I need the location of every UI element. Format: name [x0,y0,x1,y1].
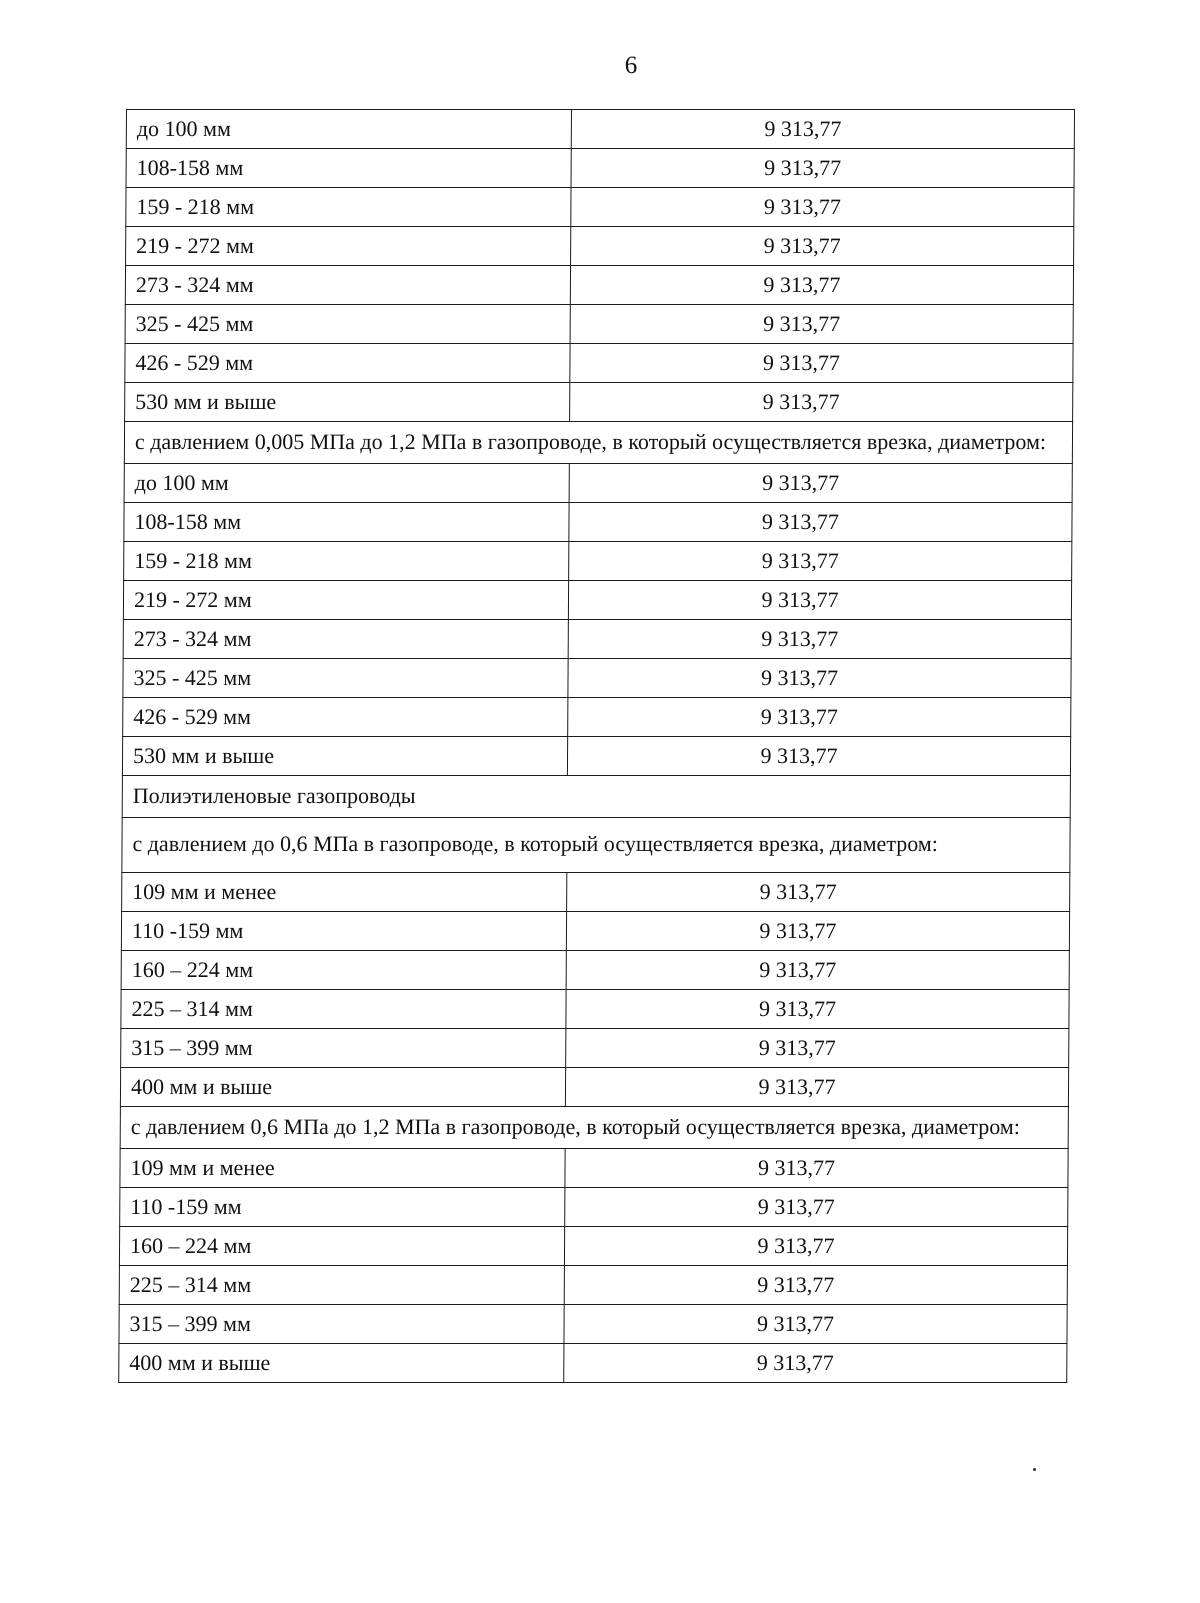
table-row [121,1029,1069,1068]
price-cell: 9 313,77 [566,912,1069,951]
table-row [122,737,1070,776]
diameter-cell: 110 -159 мм [121,912,566,951]
table-row [120,1188,1068,1227]
price-cell: 9 313,77 [570,344,1073,383]
price-cell: 9 313,77 [568,581,1071,620]
section-row [122,818,1070,873]
tariff-table [118,109,1075,1383]
price-cell: 9 313,77 [565,1149,1068,1188]
price-cell: 9 313,77 [568,620,1071,659]
table-row [123,581,1071,620]
section-row [124,422,1072,464]
table-row [125,383,1073,422]
diameter-cell: 225 – 314 мм [121,990,566,1029]
table-row [124,542,1072,581]
diameter-cell: 108-158 мм [126,149,571,188]
table-row [119,1344,1067,1383]
table-row [124,503,1072,542]
table-row [123,620,1071,659]
price-cell: 9 313,77 [565,1068,1068,1107]
section-row [122,776,1070,818]
diameter-cell: 315 – 399 мм [119,1305,564,1344]
price-cell: 9 313,77 [570,266,1073,305]
diameter-cell: 109 мм и менее [122,873,567,912]
table-row [125,305,1073,344]
diameter-cell: 225 – 314 мм [119,1266,564,1305]
table-row [125,266,1073,305]
diameter-cell: 400 мм и выше [120,1068,565,1107]
table-row [123,698,1071,737]
diameter-cell: 315 – 399 мм [121,1029,566,1068]
diameter-cell: 219 - 272 мм [123,581,568,620]
price-cell: 9 313,77 [567,737,1070,776]
diameter-cell: 400 мм и выше [119,1344,564,1383]
price-cell: 9 313,77 [571,110,1074,149]
price-cell: 9 313,77 [568,659,1071,698]
diameter-cell: 219 - 272 мм [126,227,571,266]
diameter-cell: 159 - 218 мм [126,188,571,227]
price-cell: 9 313,77 [566,1029,1069,1068]
page-number: 6 [624,52,638,79]
table-row [126,227,1074,266]
table-row [121,951,1069,990]
price-cell: 9 313,77 [568,698,1071,737]
price-cell: 9 313,77 [566,951,1069,990]
table-row [119,1266,1067,1305]
price-cell: 9 313,77 [569,464,1072,503]
price-cell: 9 313,77 [569,542,1072,581]
table-row [125,344,1073,383]
diameter-cell: до 100 мм [124,464,569,503]
diameter-cell: 530 мм и выше [122,737,567,776]
diameter-cell: 110 -159 мм [120,1188,565,1227]
price-cell: 9 313,77 [564,1305,1067,1344]
price-cell: 9 313,77 [570,383,1073,422]
price-cell: 9 313,77 [571,188,1074,227]
price-cell: 9 313,77 [571,149,1074,188]
price-cell: 9 313,77 [567,873,1070,912]
table-row [120,1068,1068,1107]
table-row [121,990,1069,1029]
price-cell: 9 313,77 [571,227,1074,266]
diameter-cell: 325 - 425 мм [123,659,568,698]
table-row [120,1149,1068,1188]
section-heading-polyethylene: Полиэтиленовые газопроводы [122,776,1070,818]
price-cell: 9 313,77 [565,1188,1068,1227]
diameter-cell: 160 – 224 мм [119,1227,564,1266]
table-row [119,1305,1067,1344]
diameter-cell: 426 - 529 мм [125,344,570,383]
diameter-cell: 273 - 324 мм [123,620,568,659]
section-heading-steel-high-pressure: с давлением 0,005 МПа до 1,2 МПа в газопроводе, в который осуществляется врезка, диаметром: [124,422,1072,464]
section-heading-pe-high-pressure: с давлением 0,6 МПа до 1,2 МПа в газопроводе, в который осуществляется врезка, диаметром: [120,1107,1068,1149]
table-row [121,912,1069,951]
diameter-cell: 159 - 218 мм [124,542,569,581]
price-cell: 9 313,77 [564,1266,1067,1305]
table-row [126,110,1074,149]
table-row [119,1227,1067,1266]
diameter-cell: 108-158 мм [124,503,569,542]
diameter-cell: до 100 мм [126,110,571,149]
table-row [126,188,1074,227]
diameter-cell: 273 - 324 мм [125,266,570,305]
diameter-cell: 426 - 529 мм [123,698,568,737]
price-cell: 9 313,77 [564,1227,1067,1266]
price-cell: 9 313,77 [564,1344,1067,1383]
diameter-cell: 109 мм и менее [120,1149,565,1188]
price-cell: 9 313,77 [566,990,1069,1029]
diameter-cell: 530 мм и выше [125,383,570,422]
section-heading-pe-low-pressure: с давлением до 0,6 МПа в газопроводе, в который осуществляется врезка, диаметром: [122,818,1070,873]
table-row [122,873,1070,912]
diameter-cell: 325 - 425 мм [125,305,570,344]
price-cell: 9 313,77 [569,503,1072,542]
table-row [123,659,1071,698]
table-row [124,464,1072,503]
section-row [120,1107,1068,1149]
price-cell: 9 313,77 [570,305,1073,344]
table-row [126,149,1074,188]
scan-speck [1033,1468,1036,1471]
diameter-cell: 160 – 224 мм [121,951,566,990]
